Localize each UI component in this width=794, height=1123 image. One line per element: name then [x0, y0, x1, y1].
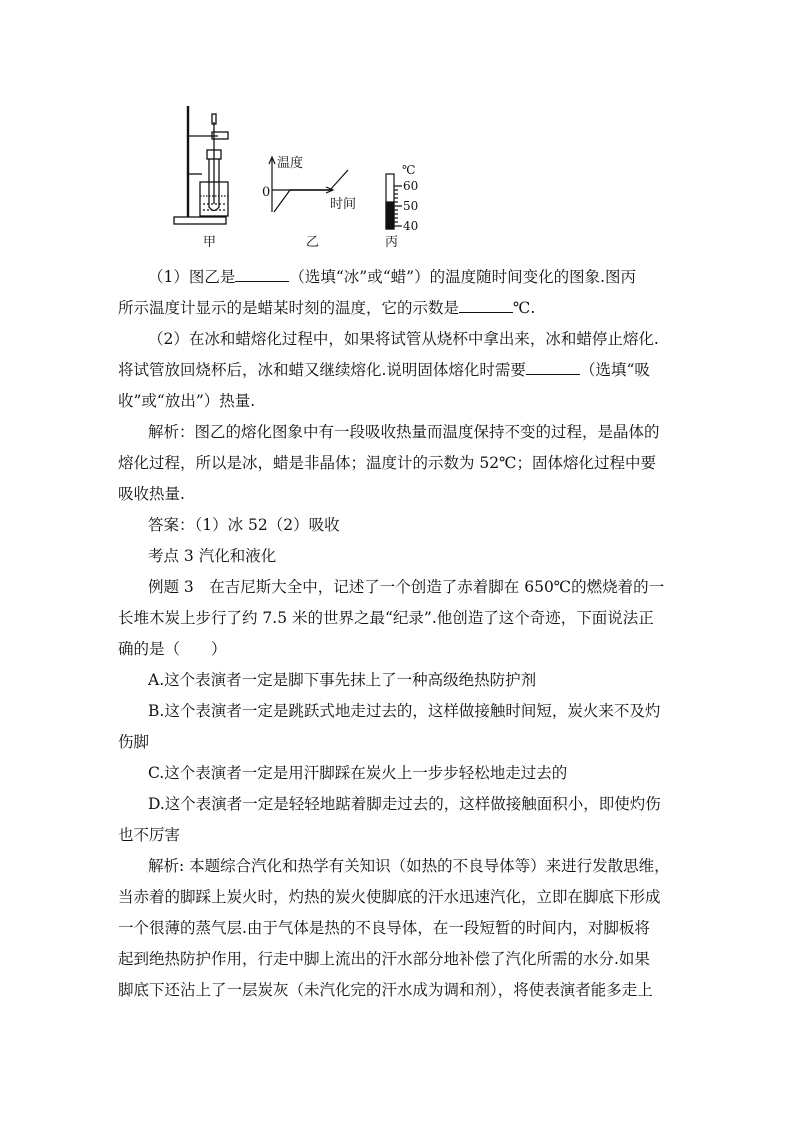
figure-drawing — [172, 104, 432, 252]
analysis-2-line-1: 解析: 本题综合汽化和热学有关知识（如热的不良导体等）来进行发散思维， — [148, 857, 670, 875]
option-b-line-2: 伤脚 — [118, 733, 150, 751]
example-line-3: 确的是（ ） — [118, 640, 227, 658]
scale-60: 60 — [403, 179, 419, 193]
scale-50: 50 — [403, 199, 419, 213]
option-b-line-1: B.这个表演者一定是跳跃式地走过去的，这样做接触时间短，炭火来不及灼 — [148, 702, 661, 720]
question-2-line-3: 收”或“放出”）热量. — [118, 392, 256, 410]
analysis-2-line-4: 起到绝热防护作用，行走中脚上流出的汗水部分地补偿了汽化所需的水分.如果 — [118, 950, 650, 968]
topic-heading: 考点 3 汽化和液化 — [148, 547, 277, 565]
origin-label: 0 — [262, 185, 271, 200]
document-body — [118, 262, 686, 1006]
analysis-2-line-2: 当赤着的脚踩上炭火时，灼热的炭火使脚底的汗水迅速汽化，立即在脚底下形成 — [118, 888, 661, 906]
option-a: A.这个表演者一定是脚下事先抹上了一种高级绝热防护剂 — [148, 671, 537, 689]
label-bing: 丙 — [385, 235, 399, 250]
answer-blank-2 — [459, 296, 513, 313]
option-d-line-1: D.这个表演者一定是轻轻地踮着脚走过去的，这样做接触面积小，即使灼伤 — [148, 795, 661, 813]
answer-blank-3 — [526, 358, 580, 375]
question-2-line-1: （2）在冰和蜡熔化过程中，如果将试管从烧杯中拿出来，冰和蜡停止熔化. — [148, 330, 659, 348]
answer-blank-1 — [235, 265, 289, 282]
analysis-1-line-1: 解析：图乙的熔化图象中有一段吸收热量而温度保持不变的过程，是晶体的 — [148, 423, 660, 441]
thermometer-drawing — [386, 174, 402, 229]
unit-label: ℃ — [402, 163, 416, 177]
apparatus-drawing — [174, 106, 228, 224]
question-2-line-2: 将试管放回烧杯后，冰和蜡又继续熔化.说明固体熔化时需要 （选填“吸 — [118, 355, 686, 386]
analysis-2-line-3: 一个很薄的蒸气层.由于气体是热的不良导体，在一段短暂的时间内，对脚板将 — [118, 919, 650, 937]
label-jia: 甲 — [203, 235, 217, 250]
y-axis-label: 温度 — [277, 156, 304, 171]
x-axis-label: 时间 — [330, 197, 357, 212]
experiment-figure — [172, 104, 432, 252]
analysis-1-line-3: 吸收热量. — [118, 485, 185, 503]
option-c: C.这个表演者一定是用汗脚踩在炭火上一步步轻松地走过去的 — [148, 764, 568, 782]
scale-40: 40 — [403, 219, 419, 233]
question-1-line-1: （1）图乙是 （选填“冰”或“蜡”）的温度随时间变化的图象.图丙 — [118, 262, 686, 293]
option-d-line-2: 也不厉害 — [118, 826, 181, 844]
example-line-2: 长堆木炭上步行了约 7.5 米的世界之最“纪录”.他创造了这个奇迹，下面说法正 — [118, 609, 654, 627]
label-yi: 乙 — [306, 235, 320, 250]
question-1-line-2: 所示温度计显示的是蜡某时刻的温度，它的示数是 ℃. — [118, 293, 686, 324]
example-line-1: 例题 3 在吉尼斯大全中，记述了一个创造了赤着脚在 650℃的燃烧着的一 — [148, 578, 665, 596]
analysis-1-line-2: 熔化过程，所以是冰，蜡是非晶体；温度计的示数为 52℃；固体熔化过程中要 — [118, 454, 656, 472]
answer-line: 答案：（1）冰 52（2）吸收 — [148, 516, 340, 534]
analysis-2-line-5: 脚底下还沾上了一层炭灰（未汽化完的汗水成为调和剂），将使表演者能多走上 — [118, 981, 653, 999]
